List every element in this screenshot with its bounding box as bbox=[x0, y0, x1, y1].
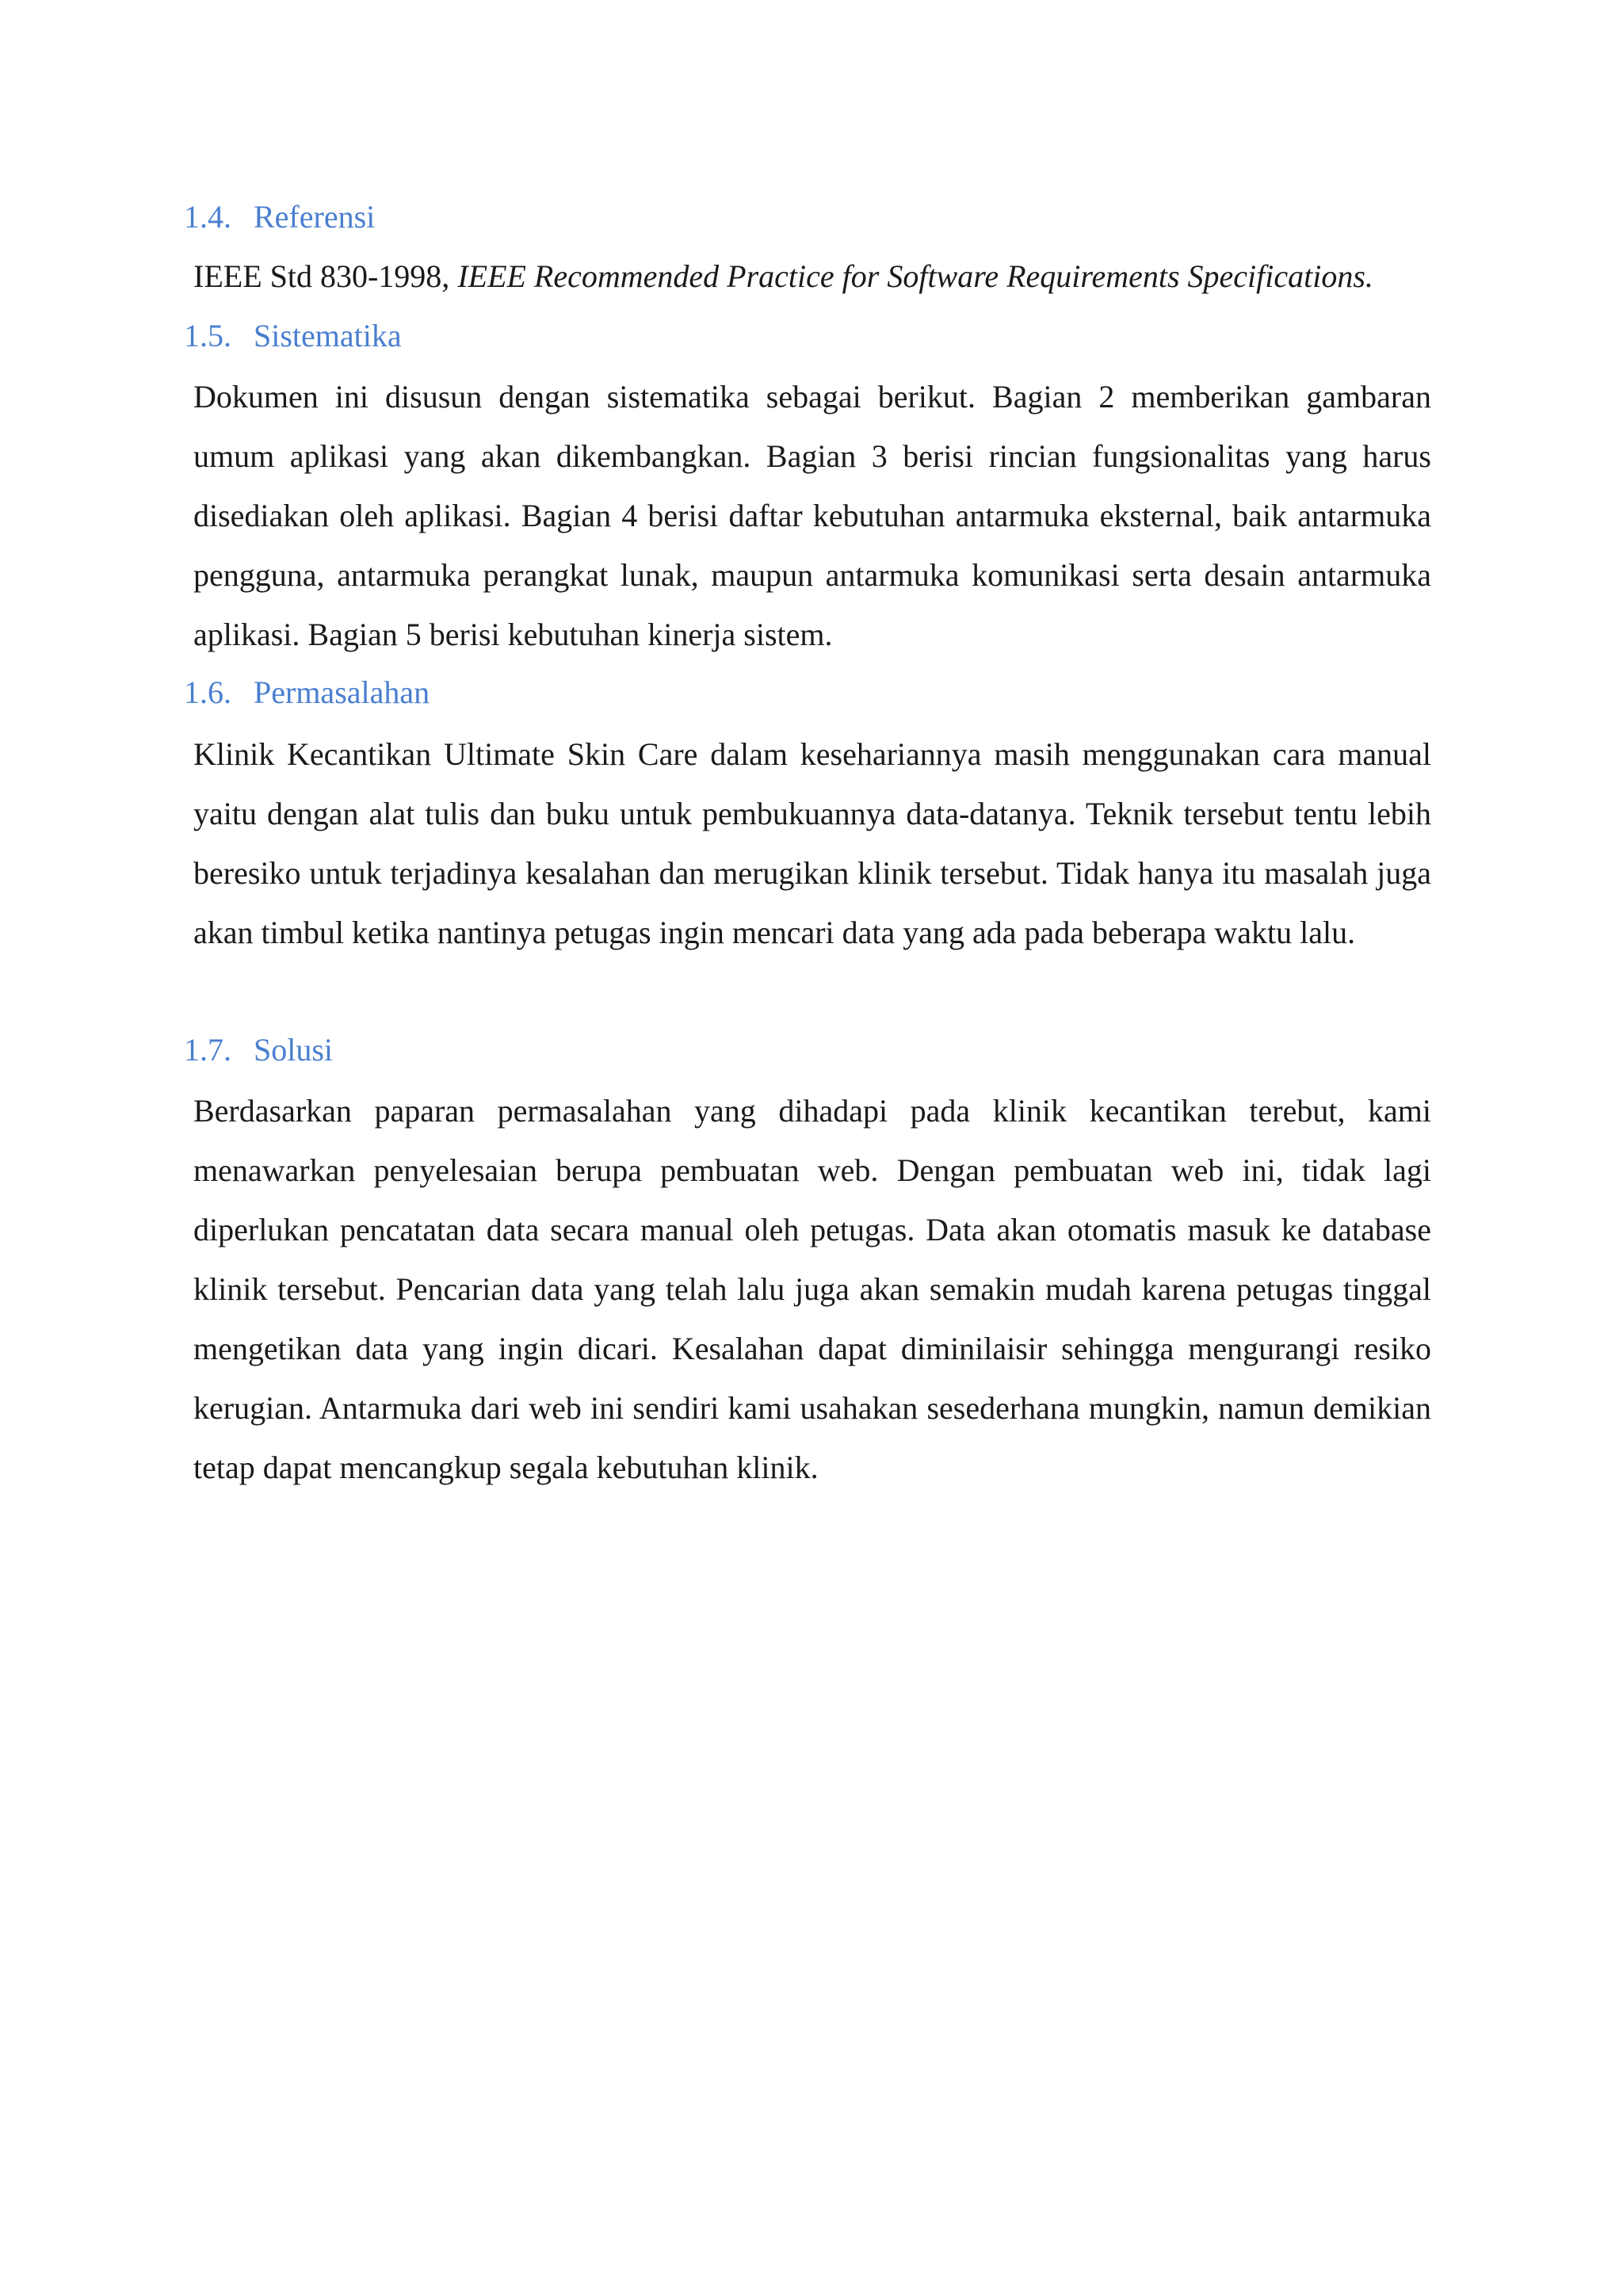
paragraph-solusi: Berdasarkan paparan permasalahan yang dihadapi pada klinik kecantikan terebut, kami menawarkan penyelesaian berupa pembuatan web. Dengan pembuatan web ini, tidak lagi diperlukan pencatatan data secara manual oleh petugas. Data akan otomatis masuk ke database klinik tersebut. Pencarian data yang telah lalu juga akan semakin mudah karena petugas tinggal mengetikan data yang ingin dicari. Kesalahan dapat diminilaisir sehingga mengurangi resiko kerugian. Antarmuka dari web ini sendiri kami usahakan sesederhana mungkin, namun demikian tetap dapat mencangkup segala kebutuhan klinik. bbox=[193, 1093, 1431, 1485]
section-title: Referensi bbox=[254, 199, 376, 235]
paragraph-permasalahan: Klinik Kecantikan Ultimate Skin Care dalam kesehariannya masih menggunakan cara manual yaitu dengan alat tulis dan buku untuk pembukuannya data-datanya. Teknik tersebut tentu lebih beresiko untuk terjadinya kesalahan dan merugikan klinik tersebut. Tidak hanya itu masalah juga akan timbul ketika nantinya petugas ingin mencari data yang ada pada beberapa waktu lalu. bbox=[193, 736, 1431, 950]
section-number: 1.7. bbox=[184, 1032, 231, 1068]
reference-plain-text: IEEE Std 830-1998, bbox=[193, 258, 458, 294]
reference-entry bbox=[193, 258, 1373, 296]
section-title: Sistematika bbox=[254, 318, 402, 353]
section-heading-sistematika bbox=[184, 317, 402, 355]
section-heading-solusi bbox=[184, 1031, 333, 1069]
paragraph-sistematika: Dokumen ini disusun dengan sistematika sebagai berikut. Bagian 2 memberikan gambaran umum aplikasi yang akan dikembangkan. Bagian 3 berisi rincian fungsionalitas yang harus disediakan oleh aplikasi. Bagian 4 berisi daftar kebutuhan antarmuka eksternal, baik antarmuka pengguna, antarmuka perangkat lunak, maupun antarmuka komunikasi serta desain antarmuka aplikasi. Bagian 5 berisi kebutuhan kinerja sistem. bbox=[193, 379, 1431, 652]
section-number: 1.4. bbox=[184, 199, 231, 235]
section-heading-permasalahan bbox=[184, 674, 430, 712]
section-title: Solusi bbox=[254, 1032, 334, 1068]
section-number: 1.6. bbox=[184, 674, 231, 710]
section-number: 1.5. bbox=[184, 318, 231, 353]
section-heading-referensi bbox=[184, 198, 375, 236]
reference-italic-title: IEEE Recommended Practice for Software Requirements Specifications. bbox=[457, 258, 1373, 294]
section-title: Permasalahan bbox=[254, 674, 430, 710]
